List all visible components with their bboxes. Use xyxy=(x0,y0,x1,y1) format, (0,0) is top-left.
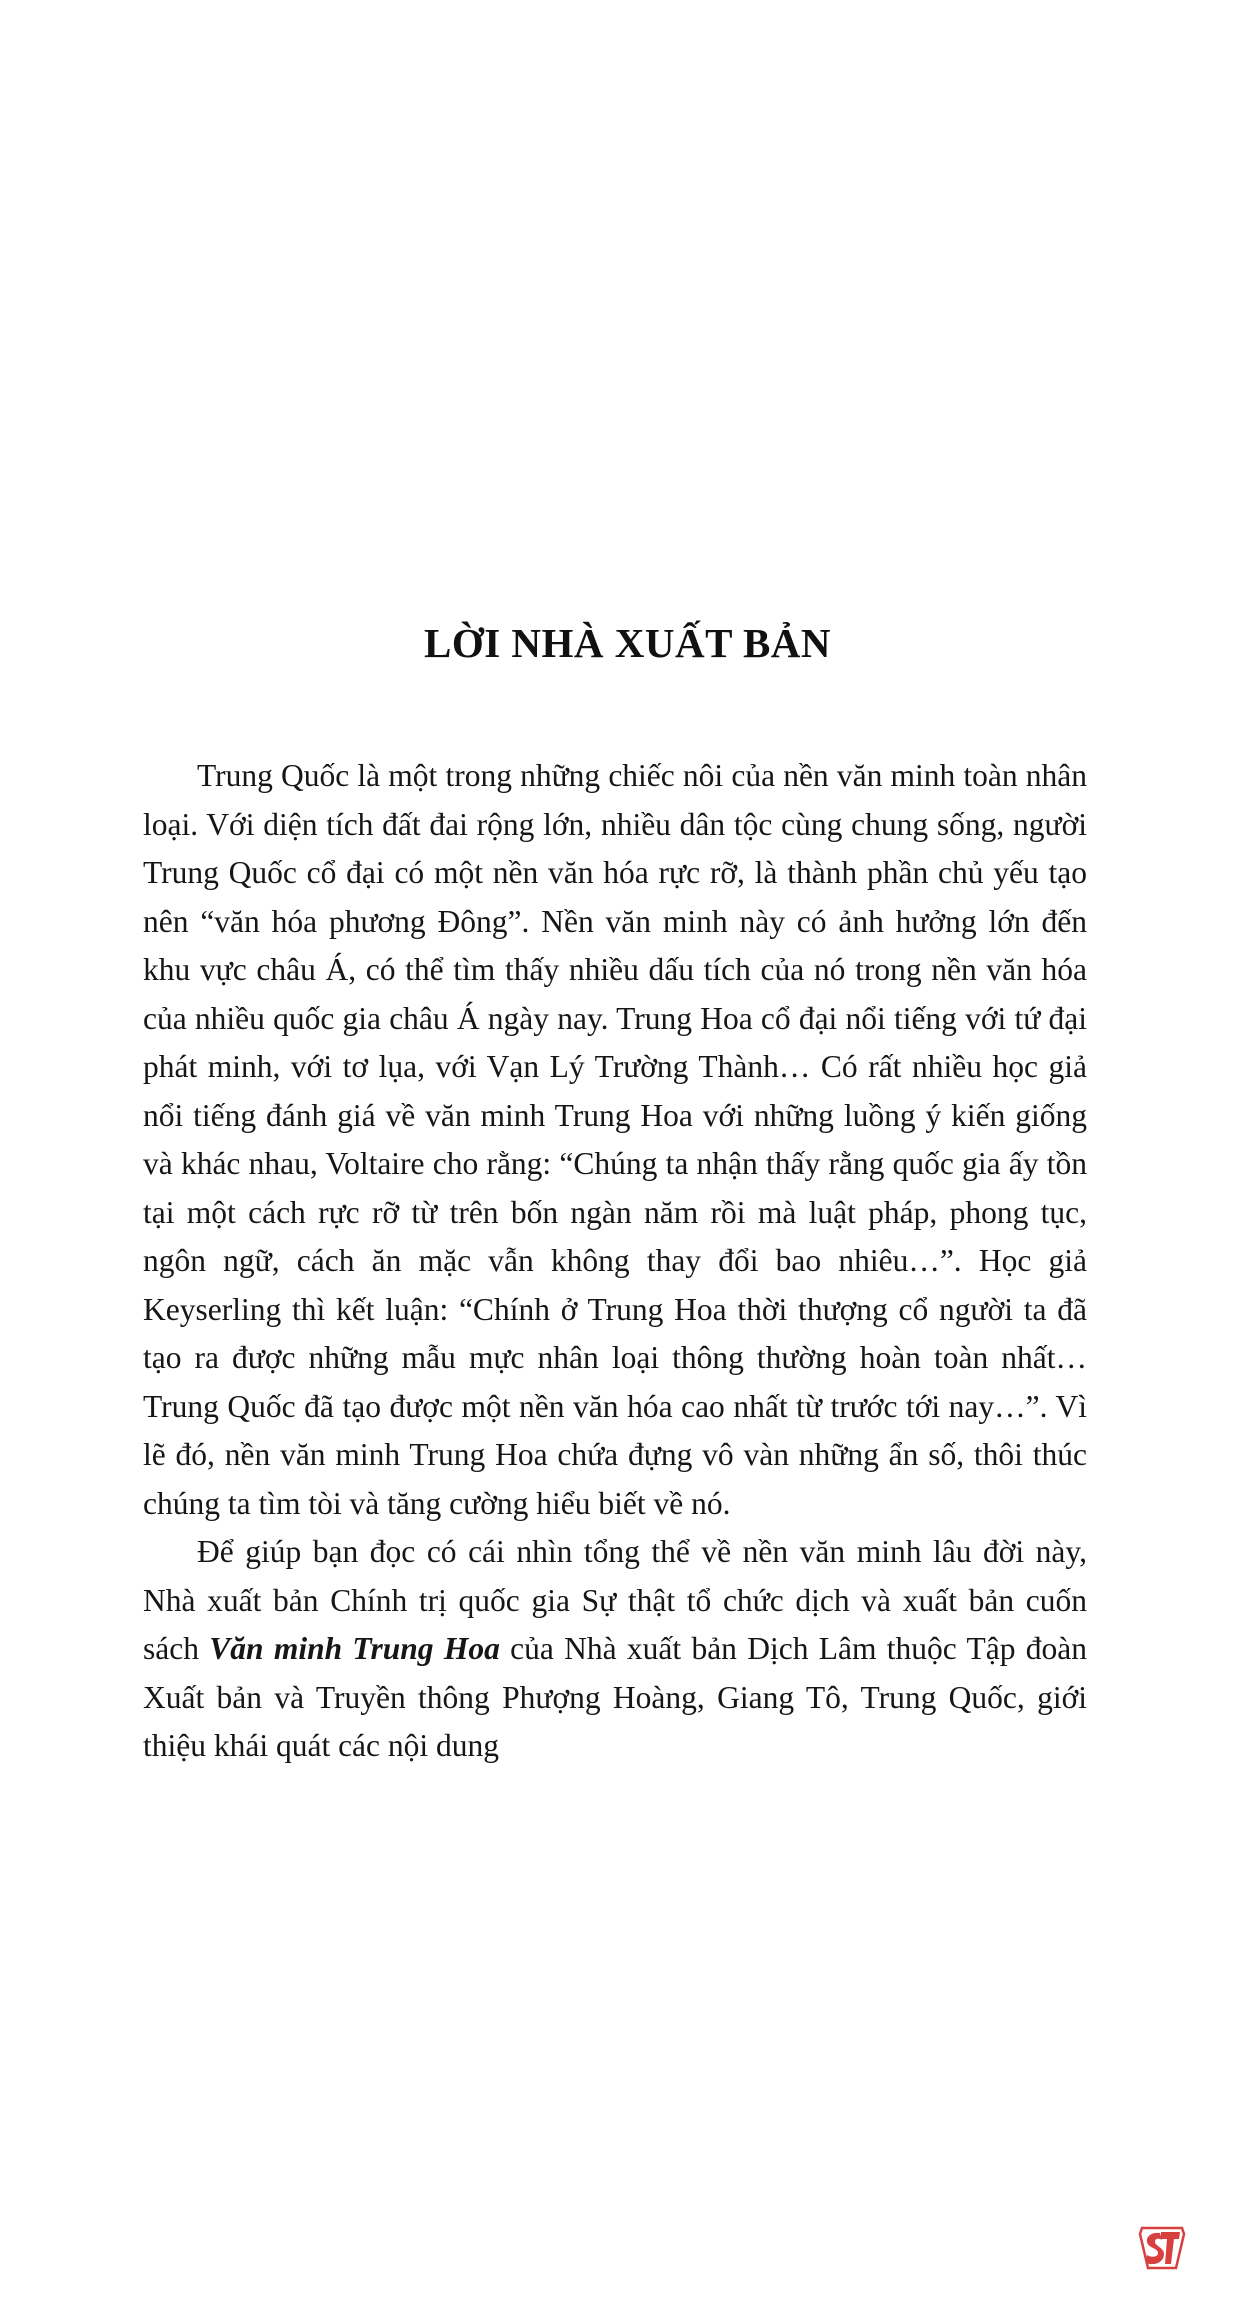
page-title: LỜI NHÀ XUẤT BẢN xyxy=(423,620,832,667)
publisher-st-logo-icon xyxy=(1136,2222,1188,2274)
paragraph-2-rest: của Nhà xuất bản Dịch Lâm thuộc Tập đoàn Xuất bản và Truyền thông Phượng Hoàng, Giang Tô, Trung Quốc, giới thiệu khái quát các nội dung xyxy=(143,1631,1087,1763)
paragraph-2 xyxy=(143,1528,1087,1771)
book-title: Văn minh Trung Hoa xyxy=(209,1631,500,1666)
st-logo-graphic xyxy=(1136,2222,1188,2274)
paragraph-2-intro: Để giúp bạn đọc có cái nhìn tổng thể về nền văn minh lâu đời này, Nhà xuất bản Chính trị quốc gia Sự thật tổ chức dịch và xuất bản cuốn sách xyxy=(143,1534,1087,1666)
body-text xyxy=(143,752,1087,1771)
paragraph-1: Trung Quốc là một trong những chiếc nôi của nền văn minh toàn nhân loại. Với diện tích đất đai rộng lớn, nhiều dân tộc cùng chung sống, người Trung Quốc cổ đại có một nền văn hóa rực rỡ, là thành phần chủ yếu tạo nên “văn hóa phương Đông”. Nền văn minh này có ảnh hưởng lớn đến khu vực châu Á, có thể tìm thấy nhiều dấu tích của nó trong nền văn hóa của nhiều quốc gia châu Á ngày nay. Trung Hoa cổ đại nổi tiếng với tứ đại phát minh, với tơ lụa, với Vạn Lý Trường Thành… Có rất nhiều học giả nổi tiếng đánh giá về văn minh Trung Hoa với những luồng ý kiến giống và khác nhau, Voltaire cho rằng: “Chúng ta nhận thấy rằng quốc gia ấy tồn tại một cách rực rỡ từ trên bốn ngàn năm rồi mà luật pháp, phong tục, ngôn ngữ, cách ăn mặc vẫn không thay đổi bao nhiêu…”. Học giả Keyserling thì kết luận: “Chính ở Trung Hoa thời thượng cổ người ta đã tạo ra được những mẫu mực nhân loại thông thường hoàn toàn nhất… Trung Quốc đã tạo được một nền văn hóa cao nhất từ trước tới nay…”. Vì lẽ đó, nền văn minh Trung Hoa chứa đựng vô vàn những ẩn số, thôi thúc chúng ta tìm tòi và tăng cường hiểu biết về nó. xyxy=(143,758,1087,1521)
